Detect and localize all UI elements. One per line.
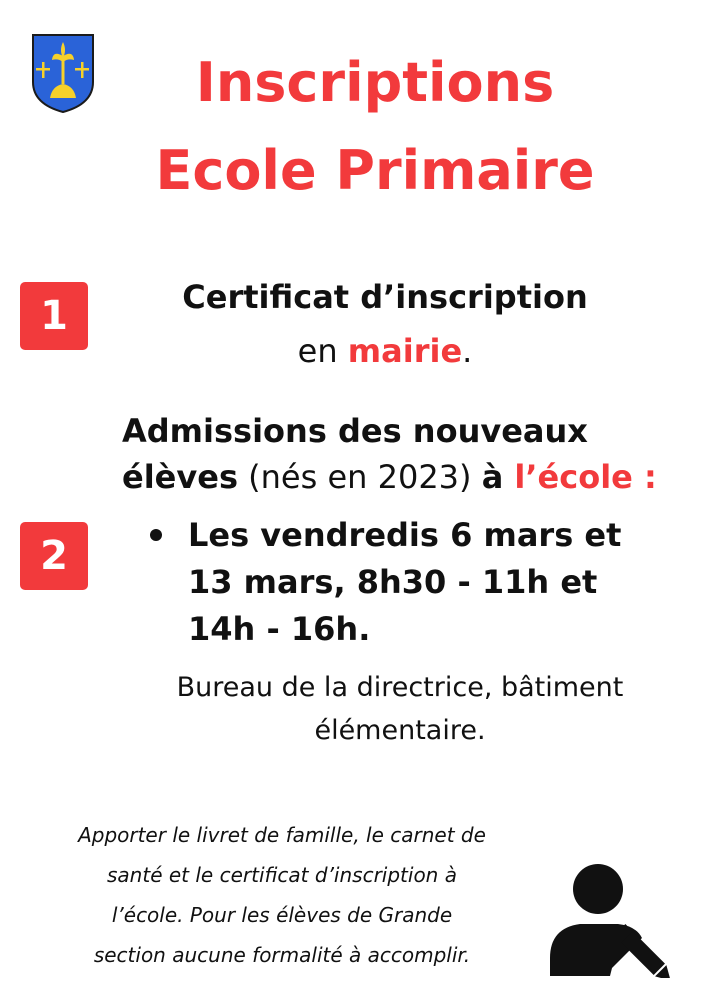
step-1-text	[120, 270, 650, 378]
step-2-heading: Admissions des nouveaux élèves (nés en 2023) à l’école :	[122, 412, 657, 496]
location-text: Bureau de la directrice, bâtiment élémentaire.	[176, 672, 624, 746]
dates-bullet: Les vendredis 6 mars et 13 mars, 8h30 - 11h et 14h - 16h.	[150, 512, 690, 653]
step-1-line-2: en mairie.	[297, 332, 473, 370]
step-2-badge: 2	[20, 522, 88, 590]
user-edit-icon	[548, 862, 678, 978]
page-title-line-1: Inscriptions	[195, 51, 555, 114]
ecole-highlight: l’école :	[514, 458, 657, 496]
step-1-badge: 1	[20, 282, 88, 350]
step-1-line-1: Certificat d’inscription	[182, 278, 588, 316]
bullet-dot	[150, 529, 162, 541]
documents-note: Apporter le livret de famille, le carnet de santé et le certificat d’inscription à l’école. Pour les élèves de Grande section aucune formalité à accomplir.	[78, 823, 486, 967]
page-title-line-2: Ecole Primaire	[155, 139, 595, 202]
mairie-highlight: mairie	[347, 332, 463, 370]
coat-of-arms-icon	[30, 32, 96, 114]
